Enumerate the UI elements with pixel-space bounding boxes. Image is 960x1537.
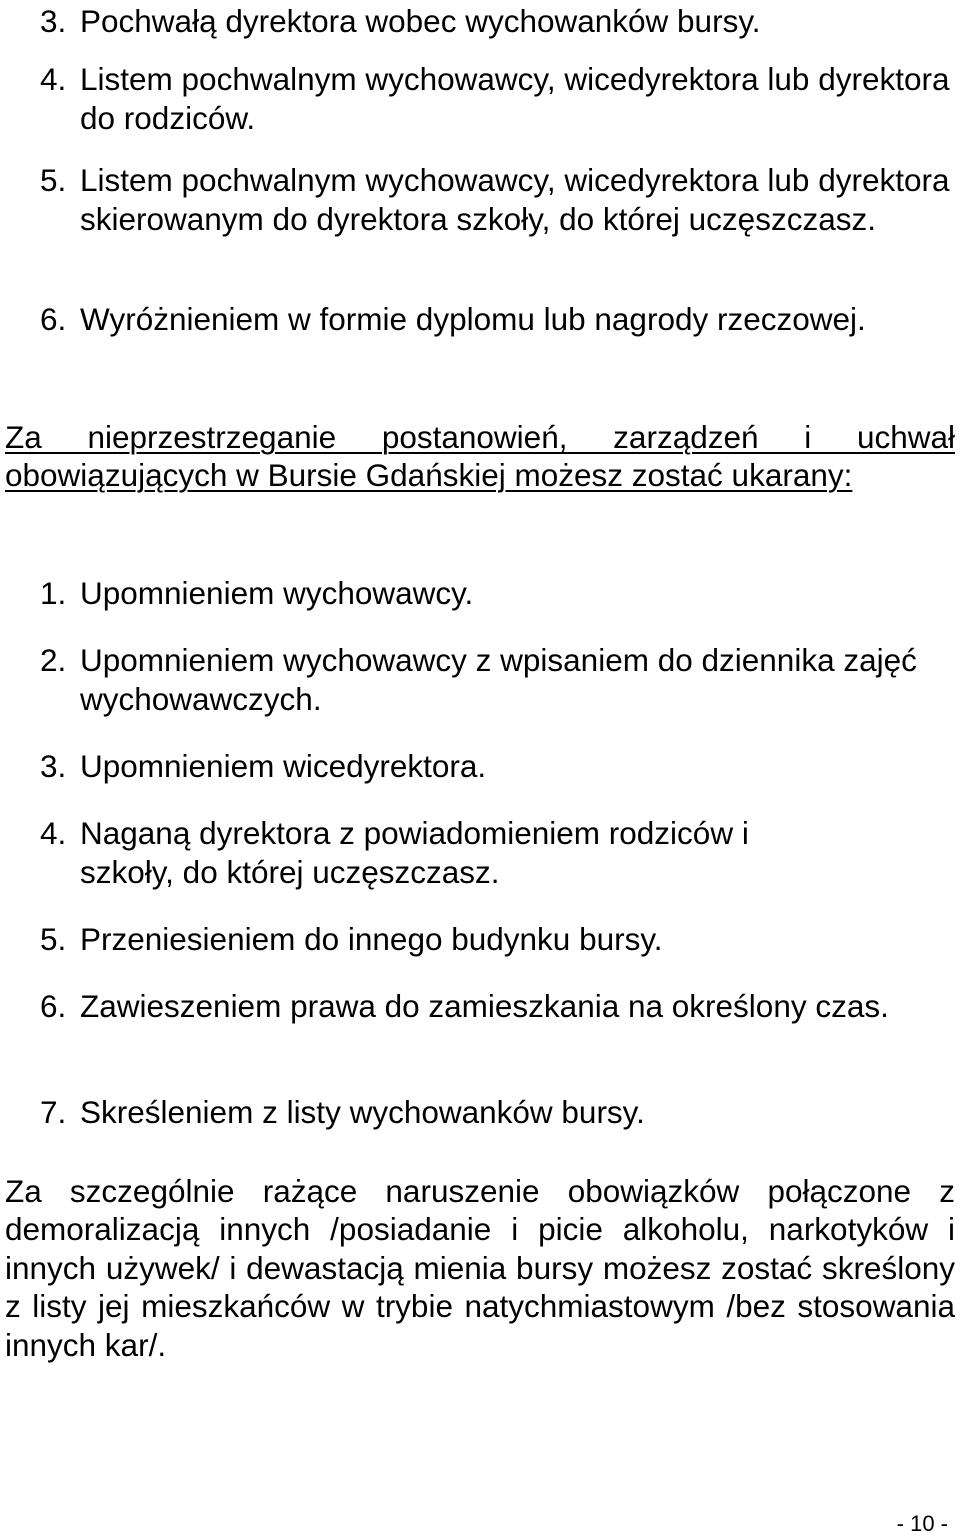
list-item-number: 5. xyxy=(40,162,67,198)
list-item xyxy=(40,1093,955,1132)
list-item-text: Pochwałą dyrektora wobec wychowanków bursy. xyxy=(80,3,761,39)
list-item-text: Upomnieniem wicedyrektora. xyxy=(80,748,487,784)
list-item xyxy=(40,574,955,613)
list-item-number: 3. xyxy=(40,748,67,784)
closing-paragraph: Za szczególnie rażące naruszenie obowiązków połączone z demoralizacją innych /posiadanie i picie alkoholu, narkotyków i innych używek/ i dewastacją mienia bursy możesz zostać skreślony z listy jej mieszkańców w trybie natychmiastowym /bez stosowania innych kar/. xyxy=(5,1173,955,1363)
list-item-text: Listem pochwalnym wychowawcy, wicedyrektora lub dyrektora do rodziców. xyxy=(80,61,950,136)
list-item-number: 4. xyxy=(40,815,67,851)
list-item-number: 6. xyxy=(40,301,67,337)
penalties-heading: Za nieprzestrzeganie postanowień, zarządzeń i uchwał obowiązujących w Bursie Gdańskiej możesz zostać ukarany: xyxy=(5,419,955,493)
list-item-text: Upomnieniem wychowawcy. xyxy=(80,575,474,611)
list-item xyxy=(40,814,830,892)
list-item xyxy=(40,60,955,138)
list-item-text: Skreśleniem z listy wychowanków bursy. xyxy=(80,1094,645,1130)
list-item-text: Zawieszeniem prawa do zamieszkania na określony czas. xyxy=(80,988,889,1024)
list-item-number: 2. xyxy=(40,642,67,678)
list-item-number: 6. xyxy=(40,988,67,1024)
list-item-text: Przeniesieniem do innego budynku bursy. xyxy=(80,921,663,957)
list-item xyxy=(40,920,955,959)
list-item xyxy=(40,300,955,339)
list-item-number: 3. xyxy=(40,3,67,39)
list-item xyxy=(40,161,955,239)
list-item-text: Listem pochwalnym wychowawcy, wicedyrektora lub dyrektora skierowanym do dyrektora szkoły, do której uczęszczasz. xyxy=(80,162,950,237)
list-item-number: 1. xyxy=(40,575,67,611)
list-item xyxy=(40,987,955,1026)
list-item xyxy=(40,2,955,41)
list-item-number: 7. xyxy=(40,1094,67,1130)
page-number: - 10 - xyxy=(896,1511,948,1536)
list-item-text: Naganą dyrektora z powiadomieniem rodziców i szkoły, do której uczęszczasz. xyxy=(80,815,749,890)
list-item-text: Upomnieniem wychowawcy z wpisaniem do dziennika zajęć wychowawczych. xyxy=(80,642,917,717)
list-item-number: 4. xyxy=(40,61,67,97)
list-item-number: 5. xyxy=(40,921,67,957)
list-item-text: Wyróżnieniem w formie dyplomu lub nagrody rzeczowej. xyxy=(80,301,866,337)
list-item xyxy=(40,641,955,719)
list-item xyxy=(40,747,955,786)
